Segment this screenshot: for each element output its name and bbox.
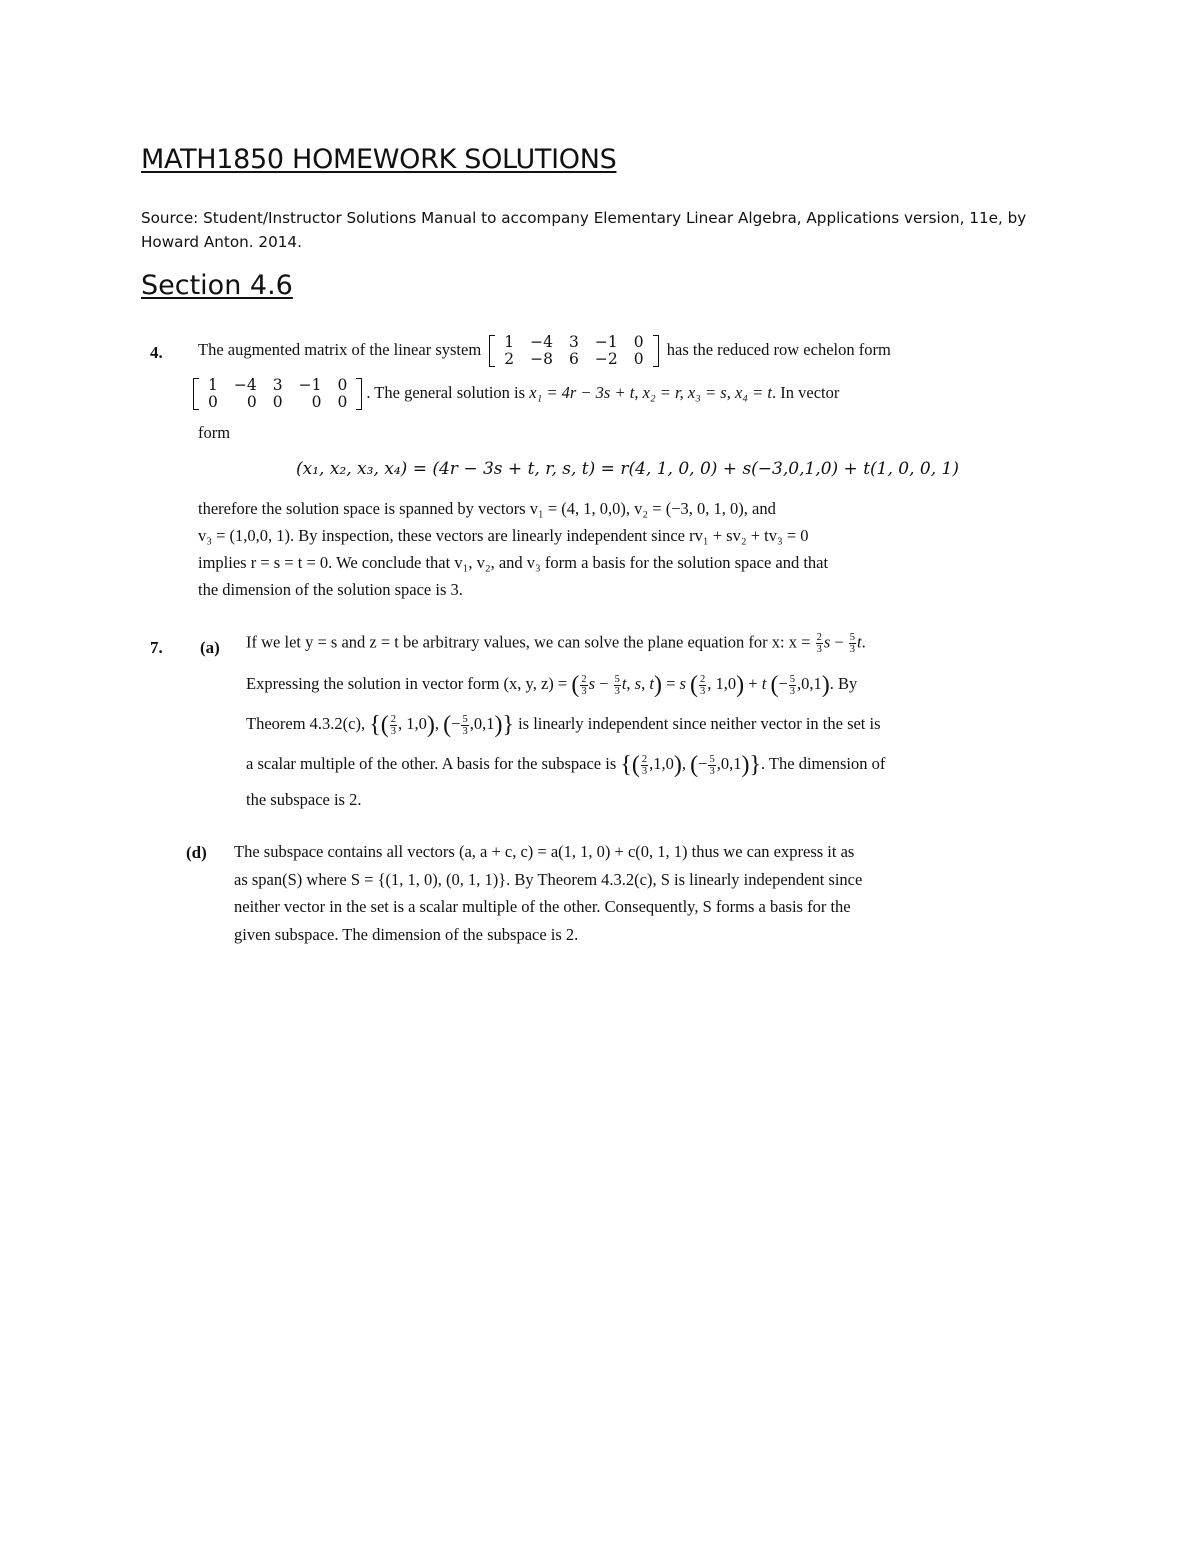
fraction-five-thirds bbox=[708, 754, 715, 777]
augmented-matrix bbox=[489, 334, 658, 368]
matrix-cell: 0 bbox=[337, 393, 348, 411]
part-a-line-3-start: Theorem 4.3.2(c), bbox=[246, 714, 366, 733]
frac-den: 3 bbox=[789, 685, 796, 697]
frac-num: 5 bbox=[709, 753, 715, 765]
frac-num: 5 bbox=[849, 632, 856, 643]
problem-4-line-2 bbox=[193, 377, 839, 411]
matrix-cell: −8 bbox=[530, 350, 554, 368]
matrix-cell: 6 bbox=[569, 350, 579, 368]
frac-num: 5 bbox=[614, 673, 620, 685]
part-a-line-1: If we let y = s and z = t be arbitrary values, we can solve the plane equation for x: x = $\frac{2}{3}$ s − $\frac{5}{3}$ t. bbox=[246, 632, 866, 655]
rref-matrix bbox=[193, 377, 362, 411]
fraction-five-thirds bbox=[461, 714, 468, 737]
part-a-line-3: Theorem 4.3.2(c), {( $\frac{2}{3}$ , 1,0), (− $\frac{5}{3}$ ,0,1)} is linearly independent since neither vector in the set is bbox=[246, 712, 881, 738]
frac-num: 2 bbox=[390, 713, 397, 725]
part-a-line-1-text: If we let y = s and z = t be arbitrary values, we can solve the plane equation for x: x = bbox=[246, 632, 815, 652]
document-title: MATH1850 HOMEWORK SOLUTIONS bbox=[141, 144, 617, 175]
part-a-line-5: the subspace is 2. bbox=[246, 790, 362, 809]
fraction-two-thirds bbox=[699, 674, 706, 697]
problem-4-line-1 bbox=[198, 334, 891, 368]
matrix-cell: 0 bbox=[272, 393, 283, 411]
problem-number: 4. bbox=[150, 343, 163, 362]
matrix-cell: −4 bbox=[233, 376, 257, 394]
fraction-two-thirds bbox=[641, 754, 648, 777]
part-a-line-2-text: Expressing the solution in vector form (x, y, z) = bbox=[246, 674, 572, 693]
problem-4-text-line-3: implies r = s = t = 0. We conclude that v₁, v₂, and v₃ form a basis for the solution space and that bbox=[198, 553, 829, 572]
problem-4-text-line-2: v₃ = (1,0,0, 1). By inspection, these vectors are linearly independent since rv₁ + sv₂ + tv₃ = 0 bbox=[198, 526, 809, 545]
matrix-cell: −1 bbox=[298, 376, 322, 394]
matrix-cell: 0 bbox=[337, 376, 348, 394]
matrix-cell: 0 bbox=[208, 393, 218, 411]
part-a-line-4-end: . The dimension of bbox=[760, 754, 886, 773]
frac-den: 3 bbox=[816, 644, 822, 655]
part-a-line-4: a scalar multiple of the other. A basis for the subspace is {( $\frac{2}{3}$ ,1,0), (− $\frac{5}{3}$ ,0,1)}. The dimension of bbox=[246, 752, 886, 778]
fraction-five-thirds bbox=[849, 632, 856, 655]
problem-4-mid: has the reduced row echelon form bbox=[666, 339, 891, 359]
matrix-cell: 2 bbox=[504, 350, 515, 368]
fraction-two-thirds bbox=[816, 632, 823, 655]
part-a-label: (a) bbox=[200, 638, 220, 657]
problem-4-intro: The augmented matrix of the linear system bbox=[198, 339, 482, 359]
frac-den: 3 bbox=[849, 644, 856, 655]
matrix-cell: 0 bbox=[633, 333, 644, 351]
general-solution: x₁ = 4r − 3s + t, x₂ = r, x₃ = s, x₄ = t bbox=[529, 382, 773, 402]
matrix-cell: 0 bbox=[246, 393, 257, 411]
frac-num: 5 bbox=[462, 713, 468, 725]
source-citation: Source: Student/Instructor Solutions Manual to accompany Elementary Linear Algebra, Applications version, 11e, by Howard Anton. 2014. bbox=[141, 209, 1027, 251]
fraction-two-thirds bbox=[390, 714, 397, 737]
part-a-line-2-end: . By bbox=[829, 674, 858, 693]
vector-form-text: (x₁, x₂, x₃, x₄) = (4r − 3s + t, r, s, t) = r(4, 1, 0, 0) + s(−3,0,1,0) + t(1, 0, 0, 1) bbox=[296, 459, 959, 479]
frac-den: 3 bbox=[700, 685, 706, 697]
part-a-line-4-start: a scalar multiple of the other. A basis for the subspace is bbox=[246, 754, 617, 773]
fraction-five-thirds bbox=[614, 674, 621, 697]
form-word: form bbox=[198, 423, 231, 442]
problem-4-text-line-1: therefore the solution space is spanned by vectors v₁ = (4, 1, 0,0), v₂ = (−3, 0, 1, 0), and bbox=[198, 499, 776, 518]
problem-4-text-line-4: the dimension of the solution space is 3. bbox=[198, 580, 463, 599]
part-d-label: (d) bbox=[186, 843, 207, 862]
frac-den: 3 bbox=[614, 685, 620, 697]
matrix-cell: 0 bbox=[633, 350, 644, 368]
frac-num: 2 bbox=[581, 673, 587, 685]
matrix-cell: 3 bbox=[569, 333, 579, 351]
frac-den: 3 bbox=[390, 725, 397, 737]
fraction-two-thirds bbox=[580, 674, 587, 697]
matrix-cell: −4 bbox=[530, 333, 554, 351]
matrix-cell: 1 bbox=[504, 333, 515, 351]
frac-num: 5 bbox=[789, 673, 796, 685]
matrix-cell: 3 bbox=[272, 376, 283, 394]
vector-form-equation bbox=[296, 459, 959, 479]
general-prefix: . The general solution is bbox=[366, 382, 526, 402]
section-heading: Section 4.6 bbox=[141, 270, 293, 301]
frac-num: 2 bbox=[700, 673, 706, 685]
part-a-line-3-end: is linearly independent since neither vector in the set is bbox=[518, 714, 881, 733]
frac-num: 2 bbox=[816, 632, 822, 643]
part-d-line-3: neither vector in the set is a scalar multiple of the other. Consequently, S forms a basis for the bbox=[234, 897, 851, 916]
general-suffix: . In vector bbox=[772, 382, 840, 402]
matrix-cell: −2 bbox=[594, 350, 618, 368]
frac-num: 2 bbox=[641, 753, 648, 765]
frac-den: 3 bbox=[462, 725, 468, 737]
matrix-cell: −1 bbox=[594, 333, 618, 351]
part-d-line-4: given subspace. The dimension of the subspace is 2. bbox=[234, 925, 579, 944]
frac-den: 3 bbox=[581, 685, 587, 697]
frac-den: 3 bbox=[641, 765, 648, 777]
frac-den: 3 bbox=[709, 765, 715, 777]
part-d-line-2: as span(S) where S = {(1, 1, 0), (0, 1, 1)}. By Theorem 4.3.2(c), S is linearly independent since bbox=[234, 870, 863, 889]
part-d-line-1: The subspace contains all vectors (a, a + c, c) = a(1, 1, 0) + c(0, 1, 1) thus we can express it as bbox=[234, 842, 855, 861]
matrix-cell: 0 bbox=[311, 393, 322, 411]
problem-number: 7. bbox=[150, 638, 163, 657]
part-a-line-2: Expressing the solution in vector form (x, y, z) = ( $\frac{2}{3}$ s − $\frac{5}{3}$ t, s, t) = s ( $\frac{2}{3}$ , 1,0) + t (− $\frac{5}{3}$ ,0,1). By bbox=[246, 672, 858, 698]
fraction-five-thirds bbox=[789, 674, 796, 697]
matrix-cell: 1 bbox=[208, 376, 218, 394]
